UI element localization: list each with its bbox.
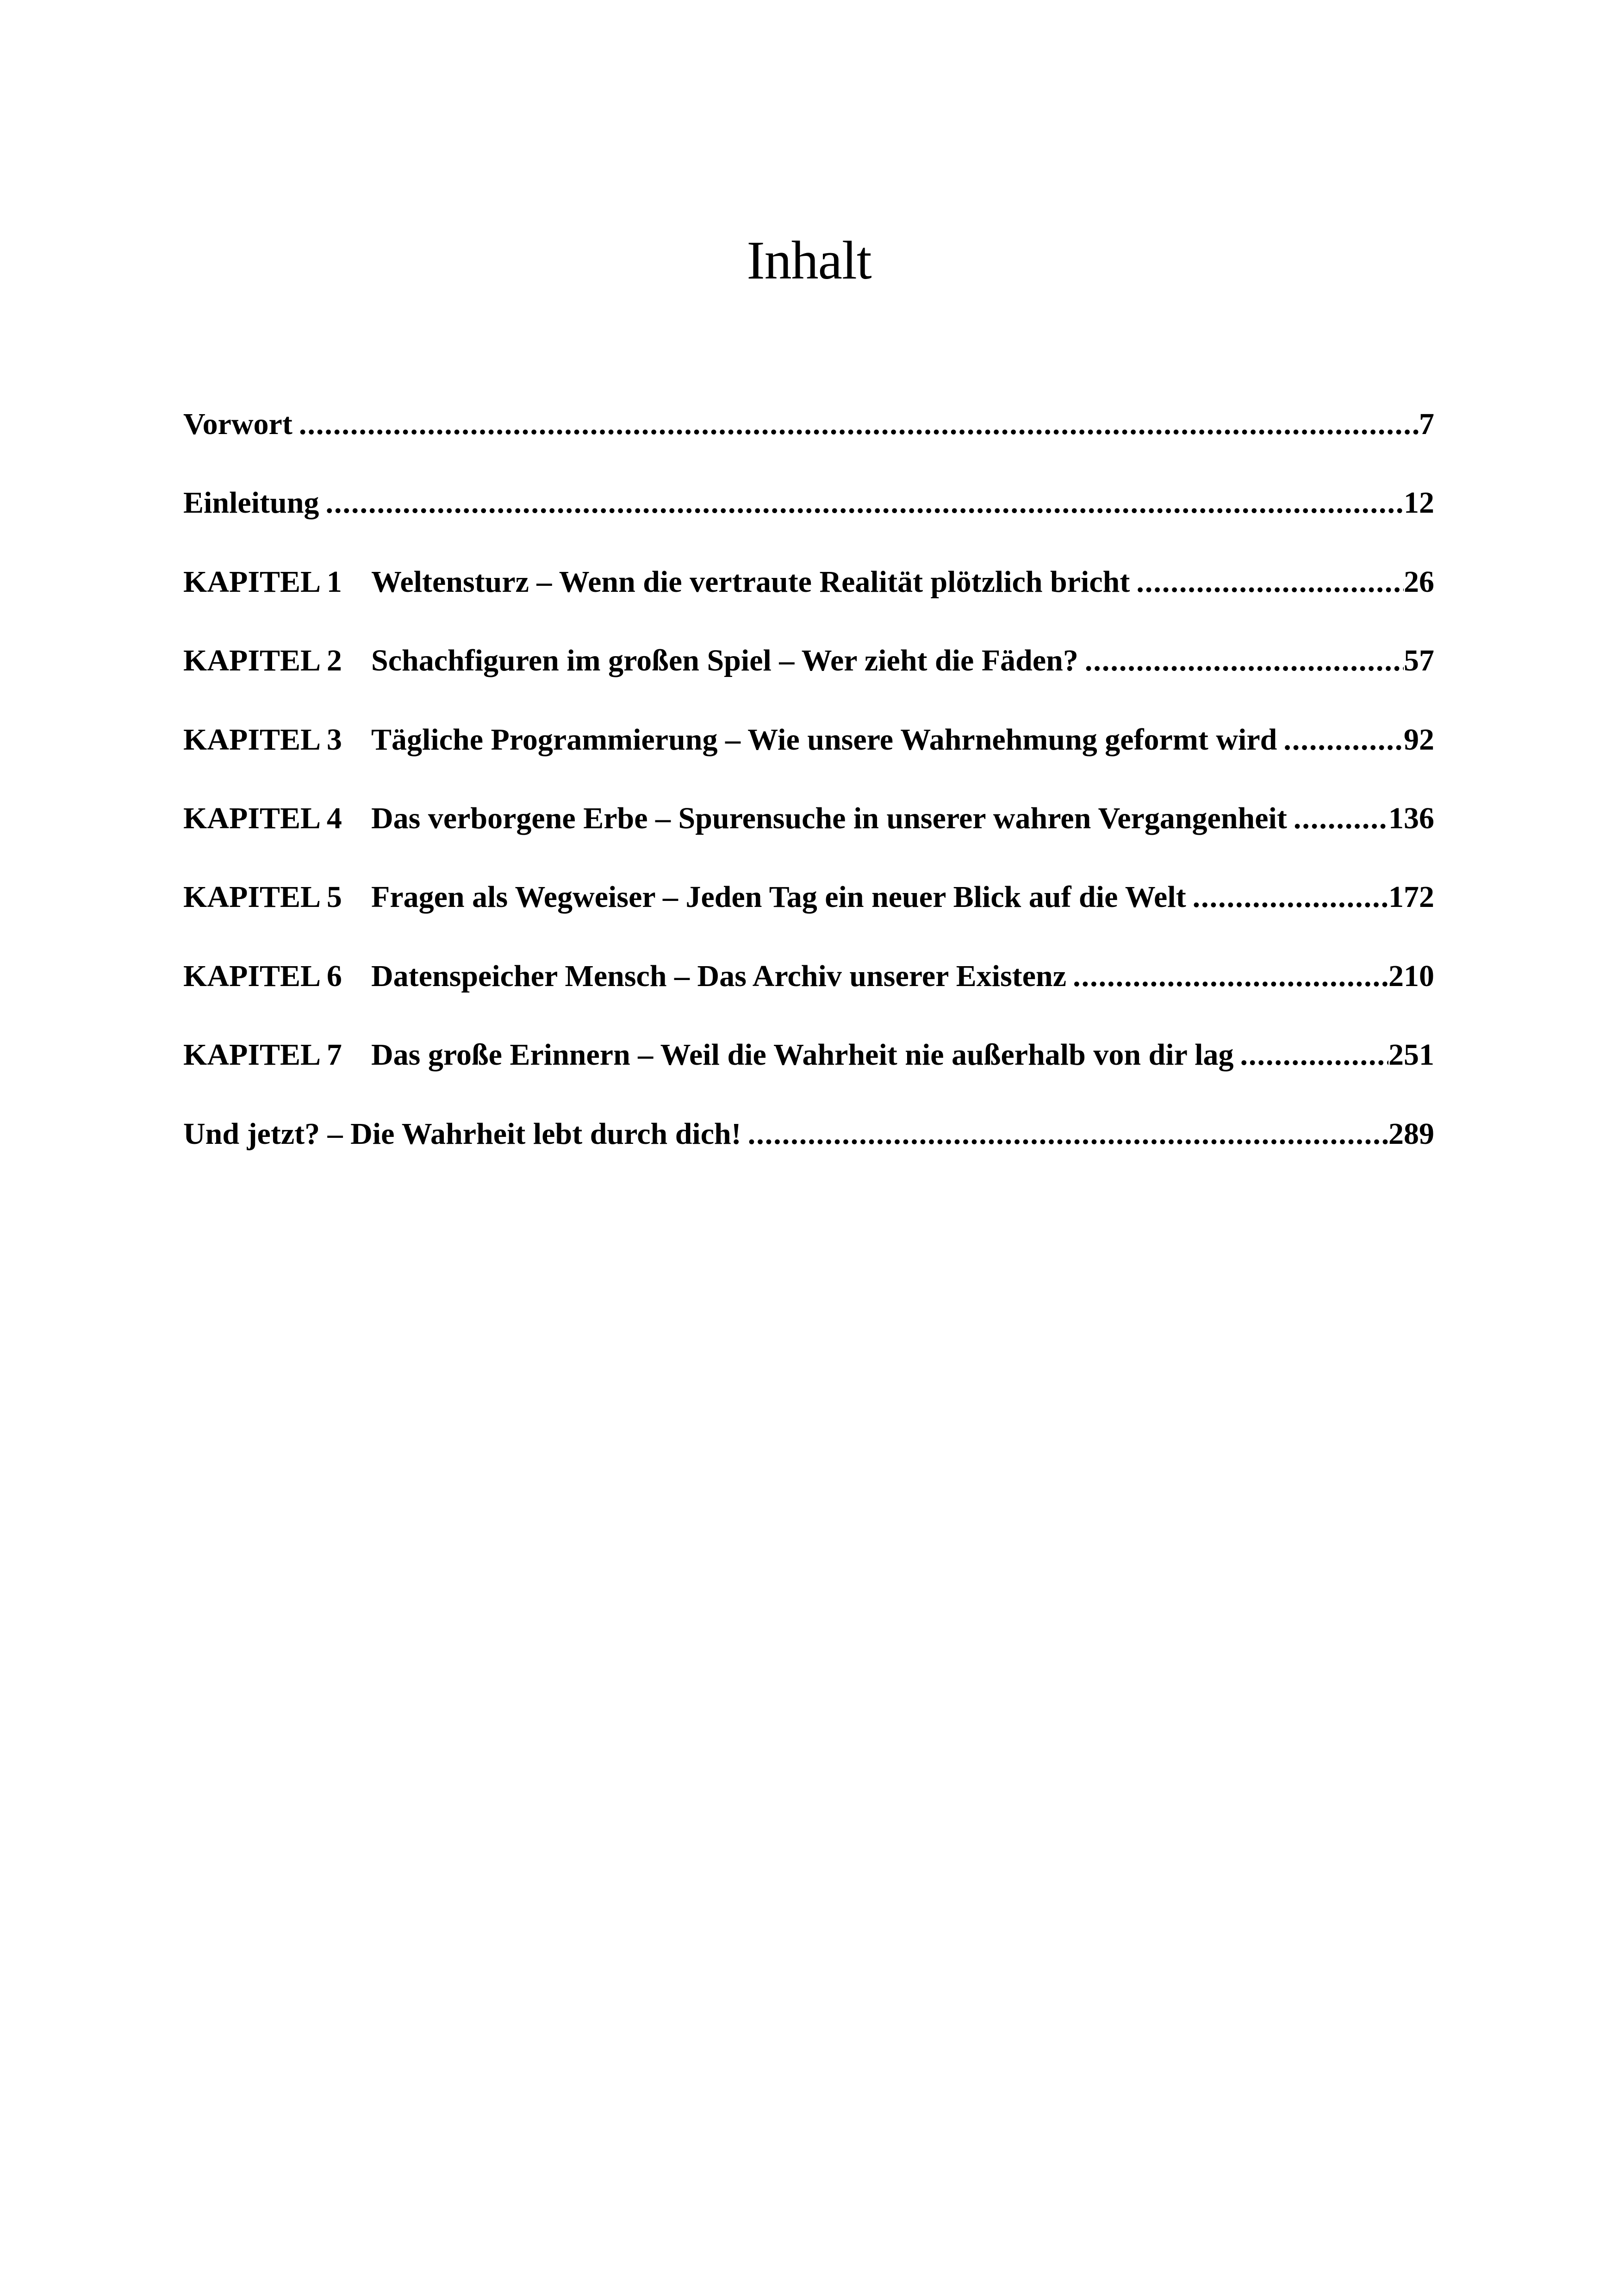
dot-leader [1066,956,1388,997]
toc-entry-heading [183,1034,1234,1076]
toc-chapter-number: KAPITEL 7 [183,1038,342,1072]
toc-page-number: 251 [1388,1038,1434,1072]
toc-entry-heading [183,956,1066,997]
toc-page-number: 57 [1404,644,1434,678]
toc-entry-heading [183,719,1277,761]
toc-entry-label: Das große Erinnern – Weil die Wahrheit nie außerhalb von dir lag [371,1038,1234,1072]
toc-page-number: 7 [1419,407,1434,441]
toc-page-number: 136 [1388,801,1434,835]
toc-entry-heading [183,798,1287,839]
toc-entry-einleitung[interactable] [183,482,1434,561]
dot-leader [292,403,1419,445]
toc-entry-label: Weltensturz – Wenn die vertraute Realität plötzlich bricht [371,565,1130,599]
toc-page-number: 26 [1404,565,1434,599]
table-of-contents [183,403,1434,1192]
page-title: Inhalt [747,230,871,291]
toc-entry-heading [183,561,1130,603]
toc-page-number: 172 [1388,880,1434,914]
dot-leader [741,1113,1388,1155]
toc-page-number: 12 [1404,486,1434,520]
toc-entry-kapitel-3[interactable] [183,719,1434,798]
toc-chapter-number: KAPITEL 6 [183,959,342,993]
toc-entry-label: Datenspeicher Mensch – Das Archiv unserer Existenz [371,959,1067,993]
toc-entry-label: Und jetzt? – Die Wahrheit lebt durch dich! [183,1117,741,1151]
dot-leader [1078,640,1404,682]
toc-entry-kapitel-2[interactable] [183,640,1434,719]
dot-leader [1234,1034,1388,1076]
toc-entry-heading [183,876,1186,918]
toc-entry-und-jetzt[interactable] [183,1113,1434,1192]
dot-leader [1186,876,1388,918]
toc-entry-heading [183,640,1078,682]
toc-entry-label: Tägliche Programmierung – Wie unsere Wahrnehmung geformt wird [371,722,1277,757]
toc-entry-label: Fragen als Wegweiser – Jeden Tag ein neuer Blick auf die Welt [371,880,1186,914]
toc-chapter-number: KAPITEL 1 [183,565,342,599]
dot-leader [1287,798,1388,839]
toc-entry-label: Vorwort [183,407,292,441]
dot-leader [1130,561,1404,603]
toc-chapter-number: KAPITEL 4 [183,801,342,835]
toc-entry-label: Schachfiguren im großen Spiel – Wer zieht die Fäden? [371,644,1078,678]
toc-entry-kapitel-5[interactable] [183,876,1434,955]
toc-page-number: 289 [1388,1117,1434,1151]
toc-entry-label: Einleitung [183,486,319,520]
toc-entry-kapitel-1[interactable] [183,561,1434,640]
toc-page-number: 92 [1404,722,1434,757]
dot-leader [319,482,1404,524]
toc-chapter-number: KAPITEL 3 [183,722,342,757]
toc-entry-vorwort[interactable] [183,403,1434,482]
toc-chapter-number: KAPITEL 5 [183,880,342,914]
toc-entry-label: Das verborgene Erbe – Spurensuche in unserer wahren Vergangenheit [371,801,1287,835]
toc-entry-kapitel-7[interactable] [183,1034,1434,1113]
toc-entry-kapitel-6[interactable] [183,956,1434,1034]
toc-chapter-number: KAPITEL 2 [183,644,342,678]
dot-leader [1277,719,1404,761]
toc-page-number: 210 [1388,959,1434,993]
toc-entry-kapitel-4[interactable] [183,798,1434,876]
